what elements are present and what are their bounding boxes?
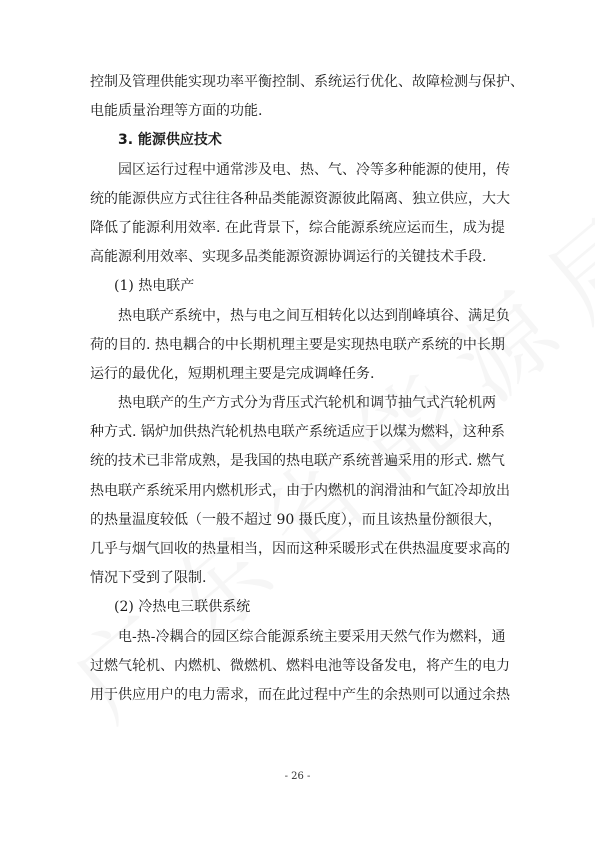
- paragraph-line: 高能源利用效率、实现多品类能源资源协调运行的关键技术手段.: [90, 249, 487, 266]
- paragraph-line: 控制及管理供能实现功率平衡控制、系统运行优化、故障检测与保护、: [90, 74, 524, 90]
- section-heading: 3. 能源供应技术: [118, 132, 222, 149]
- paragraph-line: 园区运行过程中通常涉及电、热、气、冷等多种能源的使用，传: [118, 161, 510, 178]
- paragraph-line: 几乎与烟气回收的热量相当，因而这种采暖形式在供热温度要求高的: [90, 541, 510, 557]
- paragraph-line: 电-热-冷耦合的园区综合能源系统主要采用天然气作为燃料，通: [118, 628, 506, 645]
- paragraph-line: 运行的最优化，短期机理主要是完成调峰任务.: [90, 365, 375, 382]
- subsection-heading: (2) 冷热电三联供系统: [114, 599, 251, 616]
- paragraph-line: 热电联产系统中，热与电之间互相转化以达到削峰填谷、满足负: [118, 307, 510, 324]
- paragraph-line: 的热量温度较低（一般不超过 90 摄氏度），而且该热量份额很大，: [90, 511, 502, 528]
- paragraph-line: 过燃气轮机、内燃机、微燃机、燃料电池等设备发电，将产生的电力: [90, 657, 510, 674]
- paragraph-line: 降低了能源利用效率. 在此背景下，综合能源系统应运而生，成为提: [90, 219, 505, 236]
- paragraph-line: 热电联产系统采用内燃机形式，由于内燃机的润滑油和气缸冷却放出: [90, 482, 510, 499]
- paragraph-line: 用于供应用户的电力需求，而在此过程中产生的余热则可以通过余热: [90, 686, 510, 703]
- body-text: [90, 68, 524, 710]
- paragraph-line: 种方式. 锅炉加供热汽轮机热电联产系统适应于以煤为燃料，这种系: [90, 424, 505, 441]
- paragraph-line: 电能质量治理等方面的功能.: [90, 103, 263, 120]
- paragraph-line: 荷的目的. 热电耦合的中长期机理主要是实现热电联产系统的中长期: [90, 336, 505, 353]
- paragraph-line: 热电联产的生产方式分为背压式汽轮机和调节抽气式汽轮机两: [118, 395, 496, 412]
- paragraph-line: 情况下受到了限制.: [90, 570, 207, 587]
- paragraph-line: 统的能源供应方式往往各种品类能源资源彼此隔离、独立供应，大大: [90, 190, 510, 207]
- subsection-heading: (1) 热电联产: [114, 278, 195, 295]
- paragraph-line: 统的技术已非常成熟，是我国的热电联产系统普遍采用的形式. 燃气: [90, 453, 505, 470]
- page-number: - 26 -: [284, 771, 311, 782]
